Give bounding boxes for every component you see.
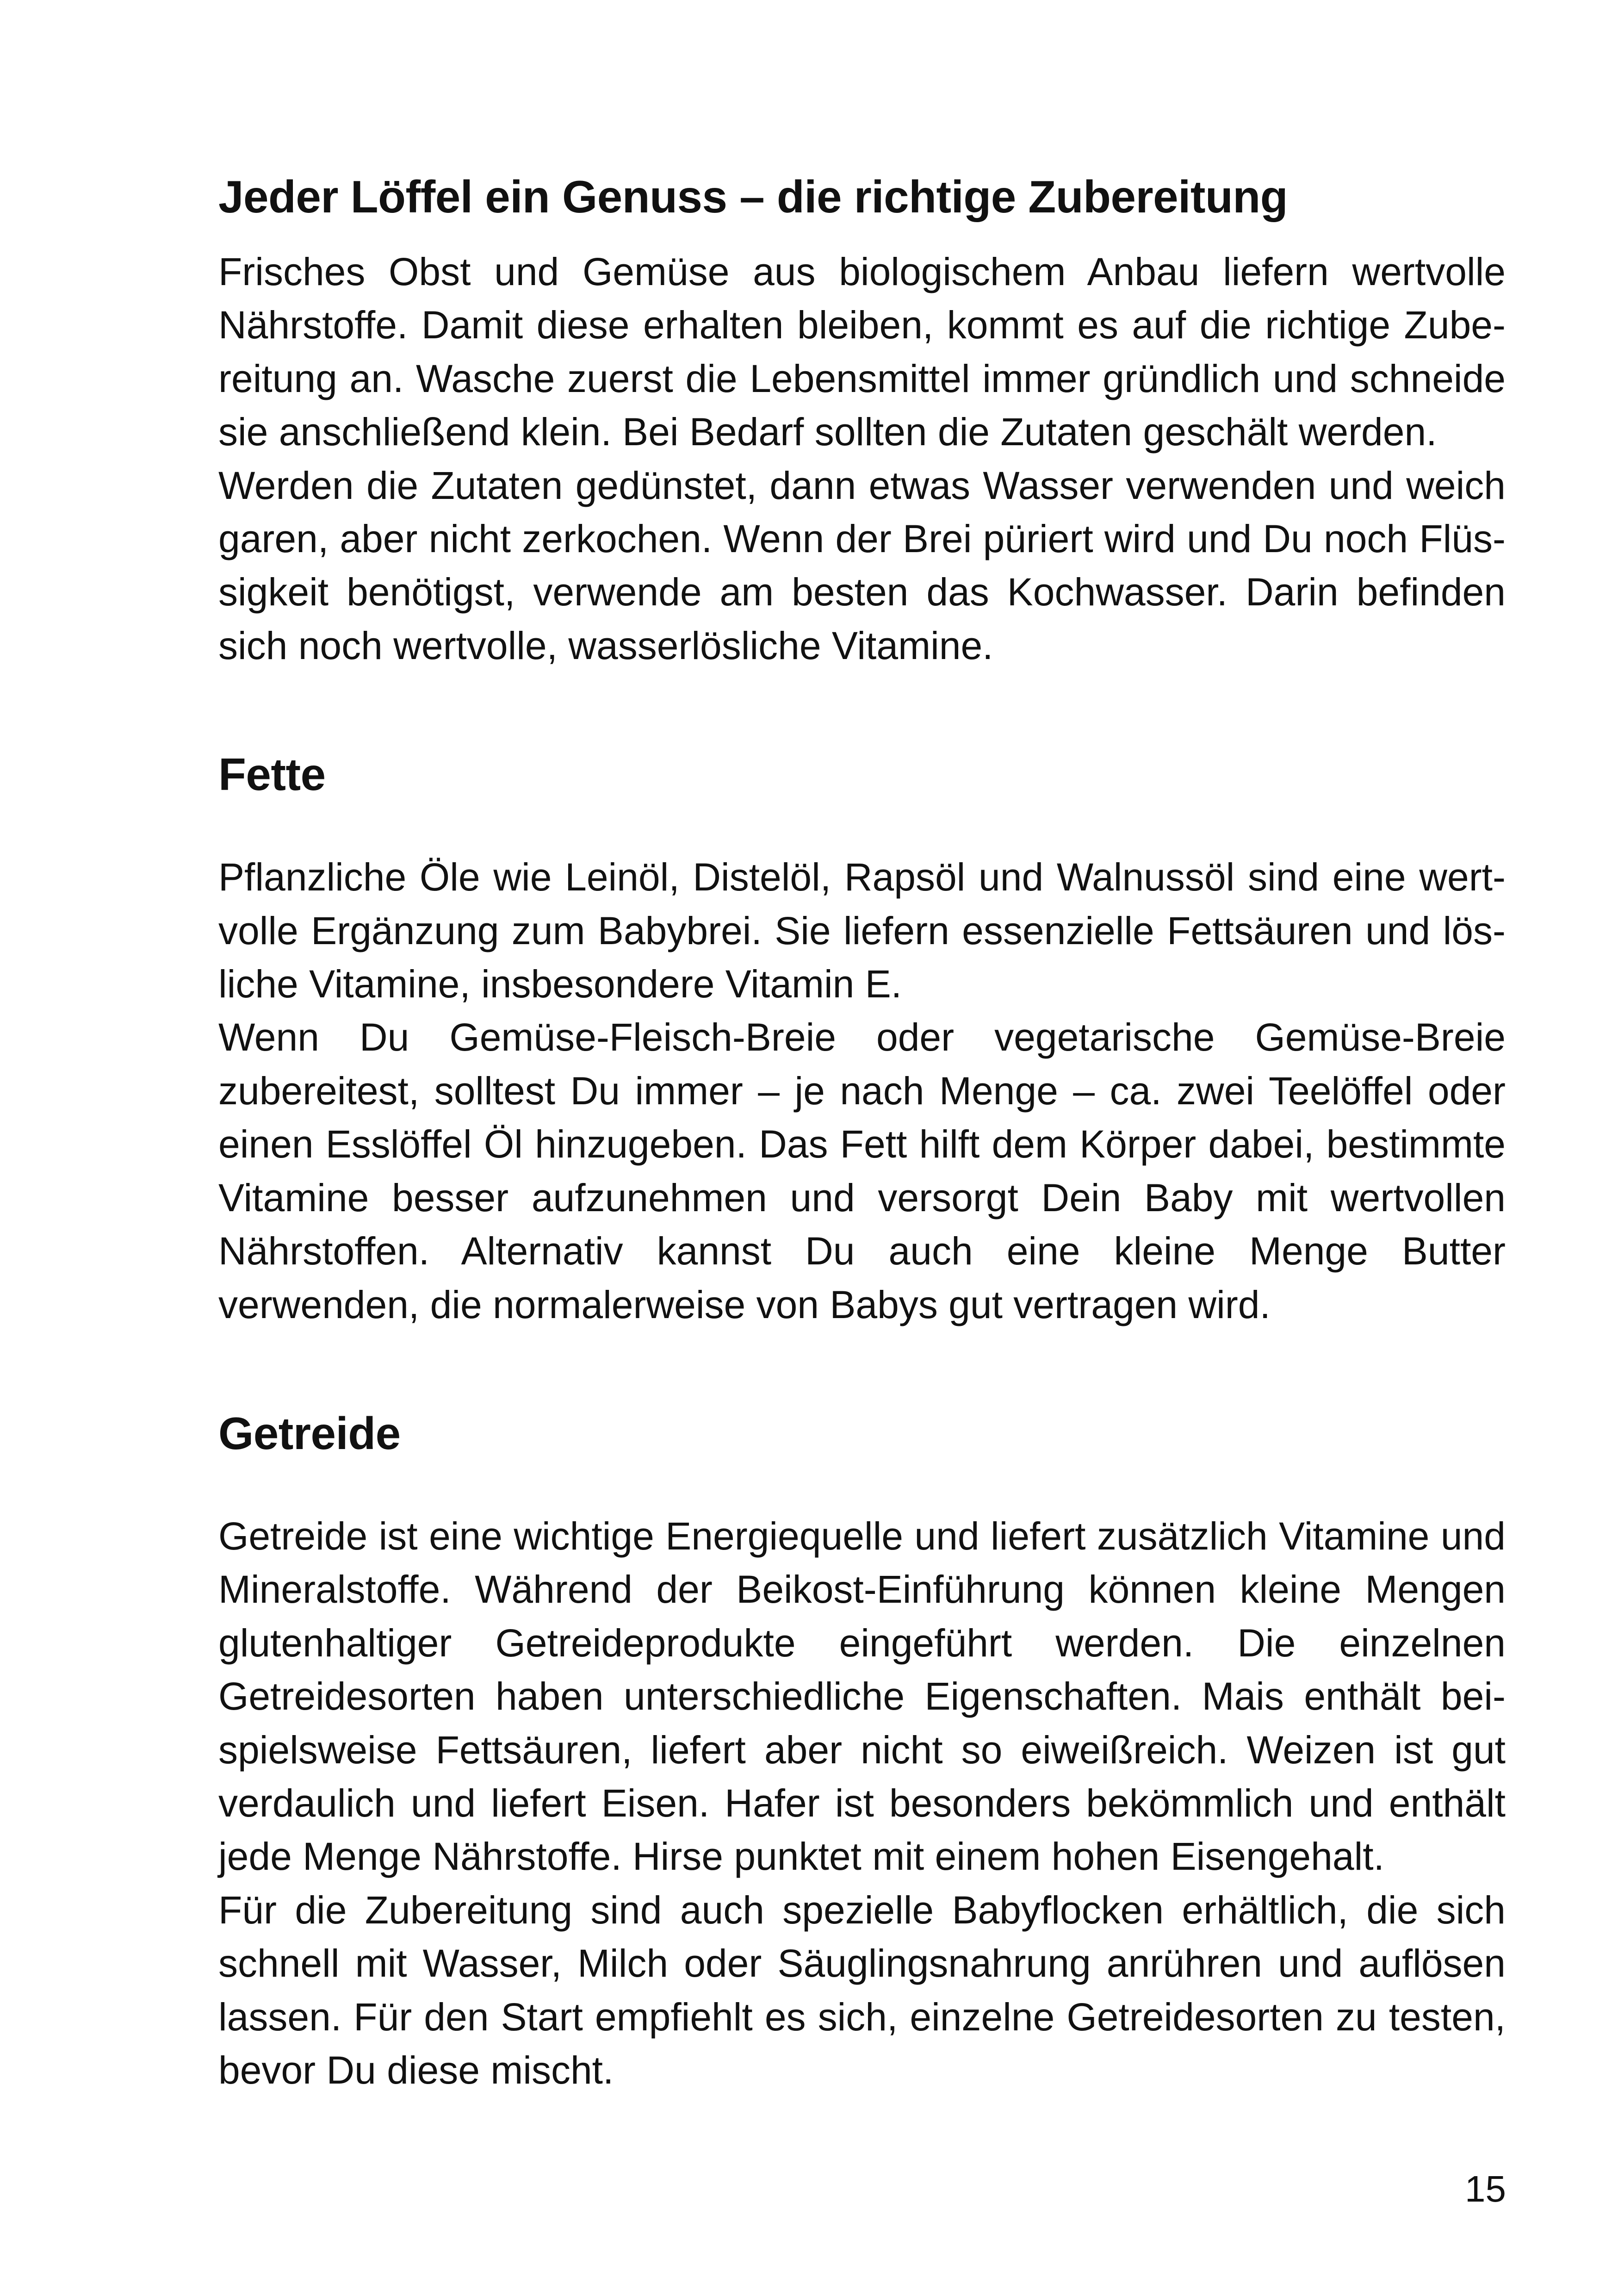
section-preparation <box>218 167 1506 672</box>
paragraph-fats-2: Wenn Du Gemüse-Fleisch-Breie oder vegetarische Gemüse-Breie zubereitest, solltest Du immer – je nach Menge – ca. zwei Teelöffel oder einen Esslöffel Öl hinzugeben. Das Fett hilft dem Körper dabei, bestimmte Vitamine besser aufzunehmen und versorgt Dein Baby mit wertvollen Nährstoffen. Alternativ kannst Du auch eine kleine Menge Butter verwenden, die normalerweise von Babys gut vertragen wird. <box>218 1015 1506 1326</box>
paragraph-fats-1: Pflanzliche Öle wie Leinöl, Distelöl, Rapsöl und Walnussöl sind eine wertvolle Ergänzung zum Babybrei. Sie liefern essenzielle Fettsäuren und lösliche Vitamine, insbesondere Vitamin E. <box>218 855 1506 1006</box>
page-content <box>218 167 1506 2097</box>
paragraph-preparation-2: Werden die Zutaten gedünstet, dann etwas Wasser verwenden und weich garen, aber nicht zerkochen. Wenn der Brei püriert wird und Du noch Flüssigkeit benötigst, verwende am besten das Kochwasser. Darin befinden sich noch wertvolle, wasserlösliche Vitamine. <box>218 463 1506 667</box>
section-heading-grains: Getreide <box>218 1407 401 1459</box>
section-fats <box>218 744 1506 1332</box>
paragraph-grains-1: Getreide ist eine wichtige Energiequelle und liefert zusätzlich Vitamine und Mineralstoffe. Während der Beikost-Einführung können kleine Mengen glutenhaltiger Getreideprodukte eingeführt werden. Die einzelnen Getreidesorten haben unterschiedliche Eigenschaften. Mais enthält beispielsweise Fettsäuren, liefert aber nicht so eiweißreich. Weizen ist gut verdaulich und liefert Eisen. Hafer ist besonders bekömmlich und enthält jede Menge Nährstoffe. Hirse punktet mit einem hohen Eisengehalt. <box>218 1514 1506 1879</box>
section-grains <box>218 1403 1506 2097</box>
page-number: 15 <box>1465 2168 1506 2209</box>
paragraph-preparation-1: Frisches Obst und Gemüse aus biologischem Anbau liefern wertvolle Nährstoffe. Damit diese erhalten bleiben, kommt es auf die richtige Zubereitung an. Wasche zuerst die Lebensmittel immer gründlich und schneide sie anschließend klein. Bei Bedarf sollten die Zutaten geschält werden. <box>218 250 1506 454</box>
section-heading-preparation: Jeder Löffel ein Genuss – die richtige Zubereitung <box>218 171 1288 222</box>
paragraph-grains-2: Für die Zubereitung sind auch spezielle Babyflocken erhältlich, die sich schnell mit Wasser, Milch oder Säuglingsnahrung anrühren und auflösen lassen. Für den Start empfiehlt es sich, einzelne Getreidesorten zu testen, bevor Du diese mischt. <box>218 1888 1506 2092</box>
section-heading-fats: Fette <box>218 749 326 800</box>
